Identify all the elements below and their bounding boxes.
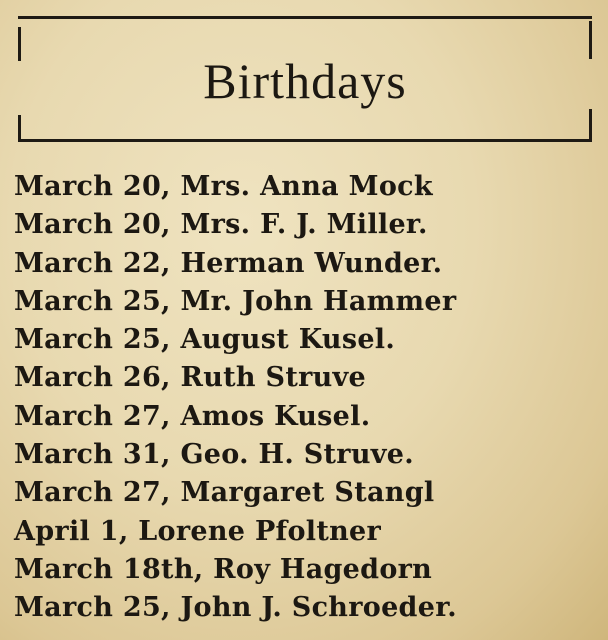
frame-right-bottom-rule — [589, 109, 592, 139]
birthday-entry: March 26, Ruth Struve — [14, 362, 367, 394]
birthday-entry: April 1, Lorene Pfoltner — [14, 515, 382, 547]
birthday-entry: March 20, Mrs. F. J. Miller. — [14, 209, 428, 241]
birthday-entry: March 25, John J. Schroeder. — [14, 592, 457, 624]
title-frame — [18, 16, 592, 142]
birthday-entry: March 18th, Roy Hagedorn — [14, 553, 433, 585]
page-title: Birthdays — [203, 53, 407, 109]
birthday-entry: March 25, Mr. John Hammer — [14, 285, 457, 317]
birthday-entry: March 27, Margaret Stangl — [14, 477, 435, 509]
birthday-entry: March 31, Geo. H. Struve. — [14, 439, 414, 471]
birthday-entry: March 22, Herman Wunder. — [14, 247, 443, 279]
frame-left-bottom-rule — [18, 115, 21, 139]
birthday-list — [14, 168, 604, 628]
birthday-entry: March 27, Amos Kusel. — [14, 400, 371, 432]
birthday-entry: March 20, Mrs. Anna Mock — [14, 171, 433, 202]
birthday-entry: March 25, August Kusel. — [14, 324, 396, 356]
